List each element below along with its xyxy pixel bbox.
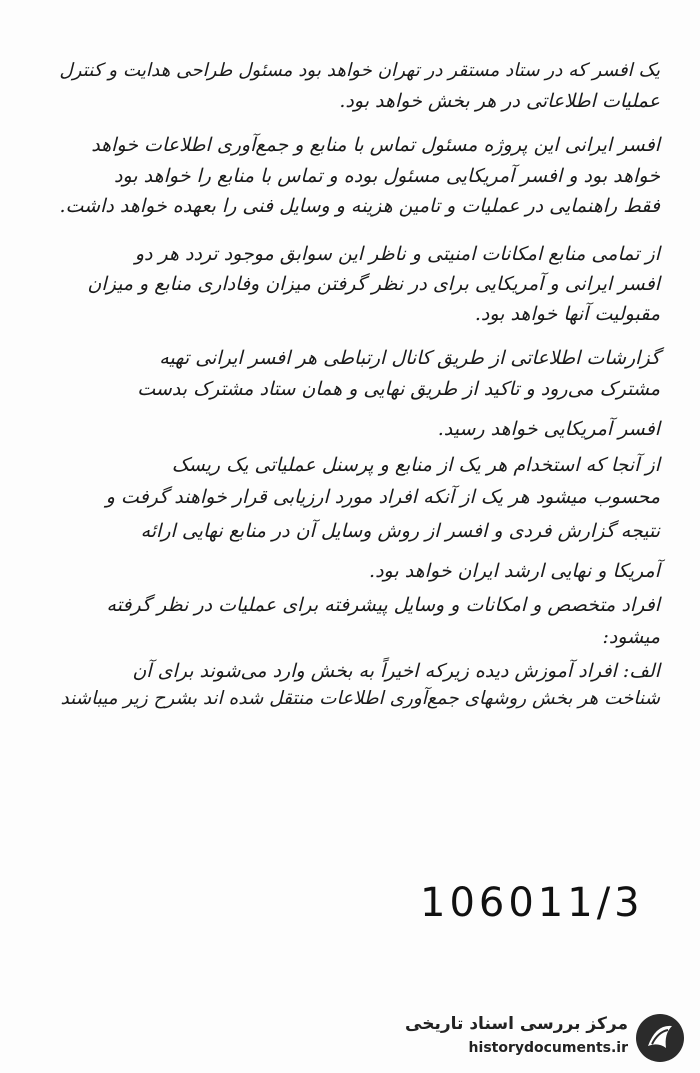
text-line: محسوب میشود هر یک از آنکه افراد مورد ارزیابی قرار خواهند گرفت و xyxy=(105,486,660,508)
text-line: آمریکا و نهایی ارشد ایران خواهد بود. xyxy=(369,560,660,582)
text-line: از تمامی منابع امکانات امنیتی و ناظر این سوابق موجود تردد هر دو xyxy=(134,243,660,265)
archive-watermark xyxy=(405,1012,690,1067)
text-line: نتیجه گزارش فردی و افسر از روش وسایل آن در منابع نهایی ارائه xyxy=(140,520,660,542)
text-line: میشود: xyxy=(602,626,660,648)
archive-logo-icon xyxy=(634,1012,686,1064)
text-line: عملیات اطلاعاتی در هر بخش خواهد بود. xyxy=(339,90,660,112)
text-line: شناخت هر بخش روشهای جمع‌آوری اطلاعات منتقل شده اند بشرح زیر میباشند xyxy=(60,688,660,709)
text-line: گزارشات اطلاعاتی از طریق کانال ارتباطی هر افسر ایرانی تهیه xyxy=(159,347,660,369)
text-line: مقبولیت آنها خواهد بود. xyxy=(474,303,660,325)
text-line: افسر آمریکایی خواهد رسید. xyxy=(437,418,660,440)
document-number: 106011/3 xyxy=(420,880,644,926)
text-line: افسر ایرانی و آمریکایی برای در نظر گرفتن میزان وفاداری منابع و میزان xyxy=(87,273,660,295)
archive-url: historydocuments.ir xyxy=(468,1040,628,1056)
text-line: یک افسر که در ستاد مستقر در تهران خواهد بود مسئول طراحی هدایت و کنترل xyxy=(59,60,660,81)
text-line: خواهد بود و افسر آمریکایی مسئول بوده و تماس با منابع را خواهد بود xyxy=(114,165,660,187)
text-line: از آنجا که استخدام هر یک از منابع و پرسنل عملیاتی یک ریسک xyxy=(171,454,660,476)
handwritten-text xyxy=(60,55,660,755)
text-line: افراد متخصص و امکانات و وسایل پیشرفته برای عملیات در نظر گرفته xyxy=(106,594,660,616)
text-line: مشترک می‌رود و تاکید از طریق نهایی و همان ستاد مشترک بدست xyxy=(137,378,660,400)
text-line: الف: افراد آموزش دیده زیرکه اخیراً به بخش وارد می‌شوند برای آن xyxy=(132,660,660,682)
text-line: فقط راهنمایی در عملیات و تامین هزینه و وسایل فنی را بعهده خواهد داشت. xyxy=(59,195,660,217)
text-line: افسر ایرانی این پروژه مسئول تماس با منابع و جمع‌آوری اطلاعات خواهد xyxy=(91,134,660,156)
archive-title: مرکز بررسی اسناد تاریخی xyxy=(405,1014,628,1034)
